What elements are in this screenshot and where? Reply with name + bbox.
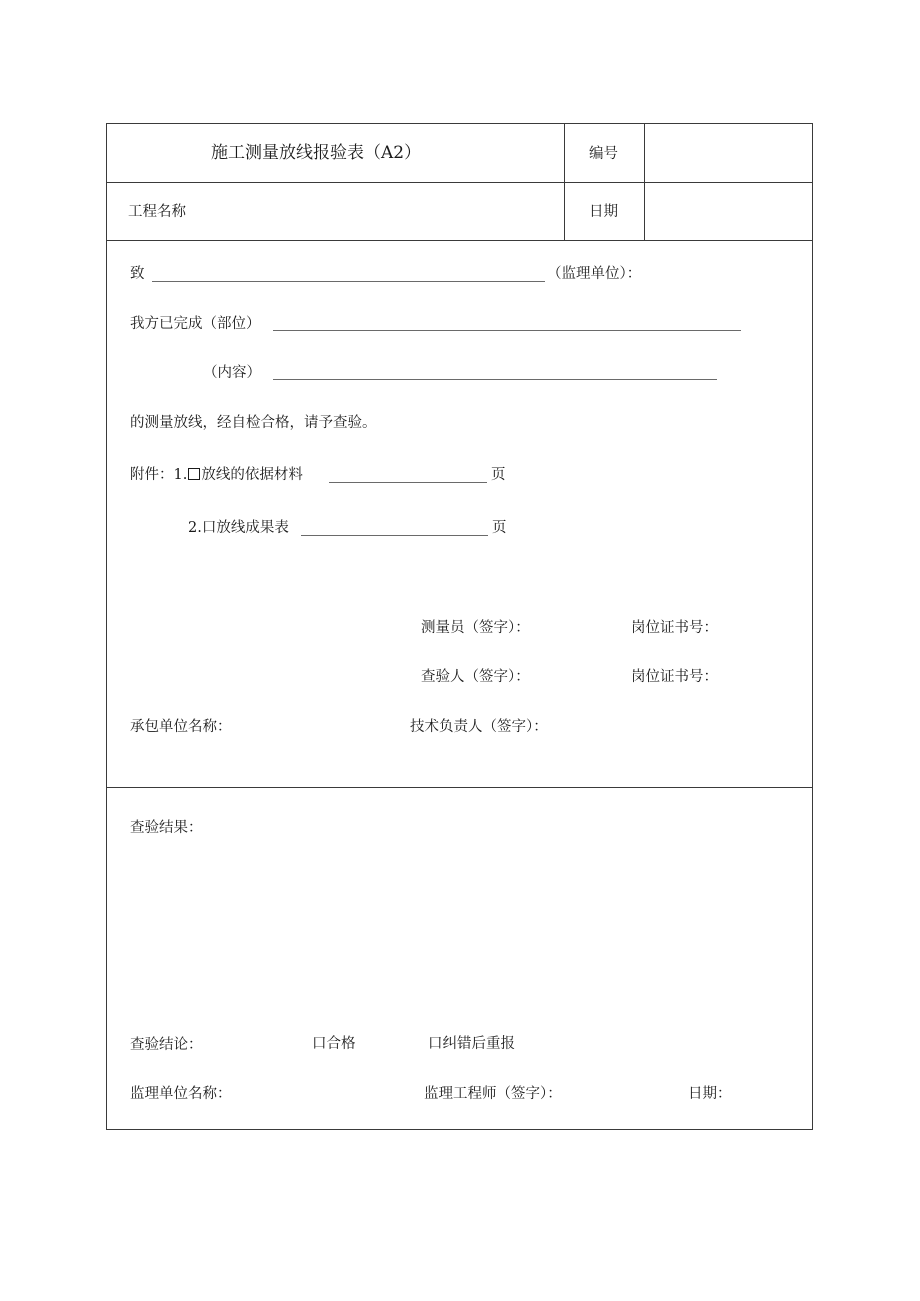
- supervisor-unit-blank[interactable]: [152, 281, 545, 282]
- conclusion-label: 查验结论：: [130, 1037, 203, 1053]
- row-divider-1: [107, 182, 812, 183]
- number-field[interactable]: [649, 145, 807, 163]
- engineer-signature-label: 监理工程师（签字）：: [424, 1086, 562, 1102]
- result-date-label: 日期：: [688, 1086, 732, 1102]
- attachment-1: [130, 466, 303, 484]
- content-label: （内容）: [203, 365, 261, 381]
- inspector-cert-label: 岗位证书号：: [631, 669, 718, 685]
- content-blank[interactable]: [273, 379, 717, 380]
- supervisor-unit-name-label: 监理单位名称：: [130, 1086, 232, 1102]
- surveyor-cert-label: 岗位证书号：: [631, 620, 718, 636]
- attachment-2-pages-blank[interactable]: [301, 535, 488, 536]
- option-resubmit[interactable]: 口纠错后重报: [428, 1036, 515, 1052]
- attachment-1-text: 放线的依据材料: [201, 467, 303, 483]
- project-name-label: 工程名称: [128, 204, 186, 220]
- attachment-1-page-unit: 页: [491, 467, 506, 483]
- date-field[interactable]: [649, 203, 807, 221]
- contractor-name-label: 承包单位名称：: [130, 719, 232, 735]
- col-divider-2: [644, 124, 645, 240]
- attachments-label: 附件：: [130, 467, 174, 483]
- to-label: 致: [130, 266, 145, 282]
- row-divider-3: [107, 787, 812, 788]
- form-title: 施工测量放线报验表（A2）: [211, 143, 422, 163]
- to-suffix: （监理单位）：: [547, 266, 642, 282]
- inspection-form: [106, 123, 813, 1130]
- number-label: 编号: [589, 146, 618, 162]
- checkbox-icon[interactable]: [188, 468, 200, 480]
- col-divider-1: [564, 124, 565, 240]
- part-blank[interactable]: [273, 330, 741, 331]
- inspector-signature-label: 查验人（签字）：: [421, 669, 530, 685]
- tech-lead-signature-label: 技术负责人（签字）：: [410, 719, 548, 735]
- row-divider-2: [107, 240, 812, 241]
- attachment-2: 2.口放线成果表: [188, 520, 289, 536]
- date-label: 日期: [589, 204, 618, 220]
- attachment-1-number: 1.: [173, 467, 188, 483]
- project-name-field[interactable]: [227, 203, 557, 221]
- statement-text: 的测量放线，经自检合格，请予查验。: [130, 415, 377, 431]
- attachment-2-page-unit: 页: [492, 520, 507, 536]
- result-label: 查验结果：: [130, 820, 203, 836]
- surveyor-signature-label: 测量员（签字）：: [421, 620, 530, 636]
- attachment-1-pages-blank[interactable]: [329, 482, 487, 483]
- option-pass[interactable]: 口合格: [312, 1036, 356, 1052]
- completed-part-label: 我方已完成（部位）: [130, 316, 261, 332]
